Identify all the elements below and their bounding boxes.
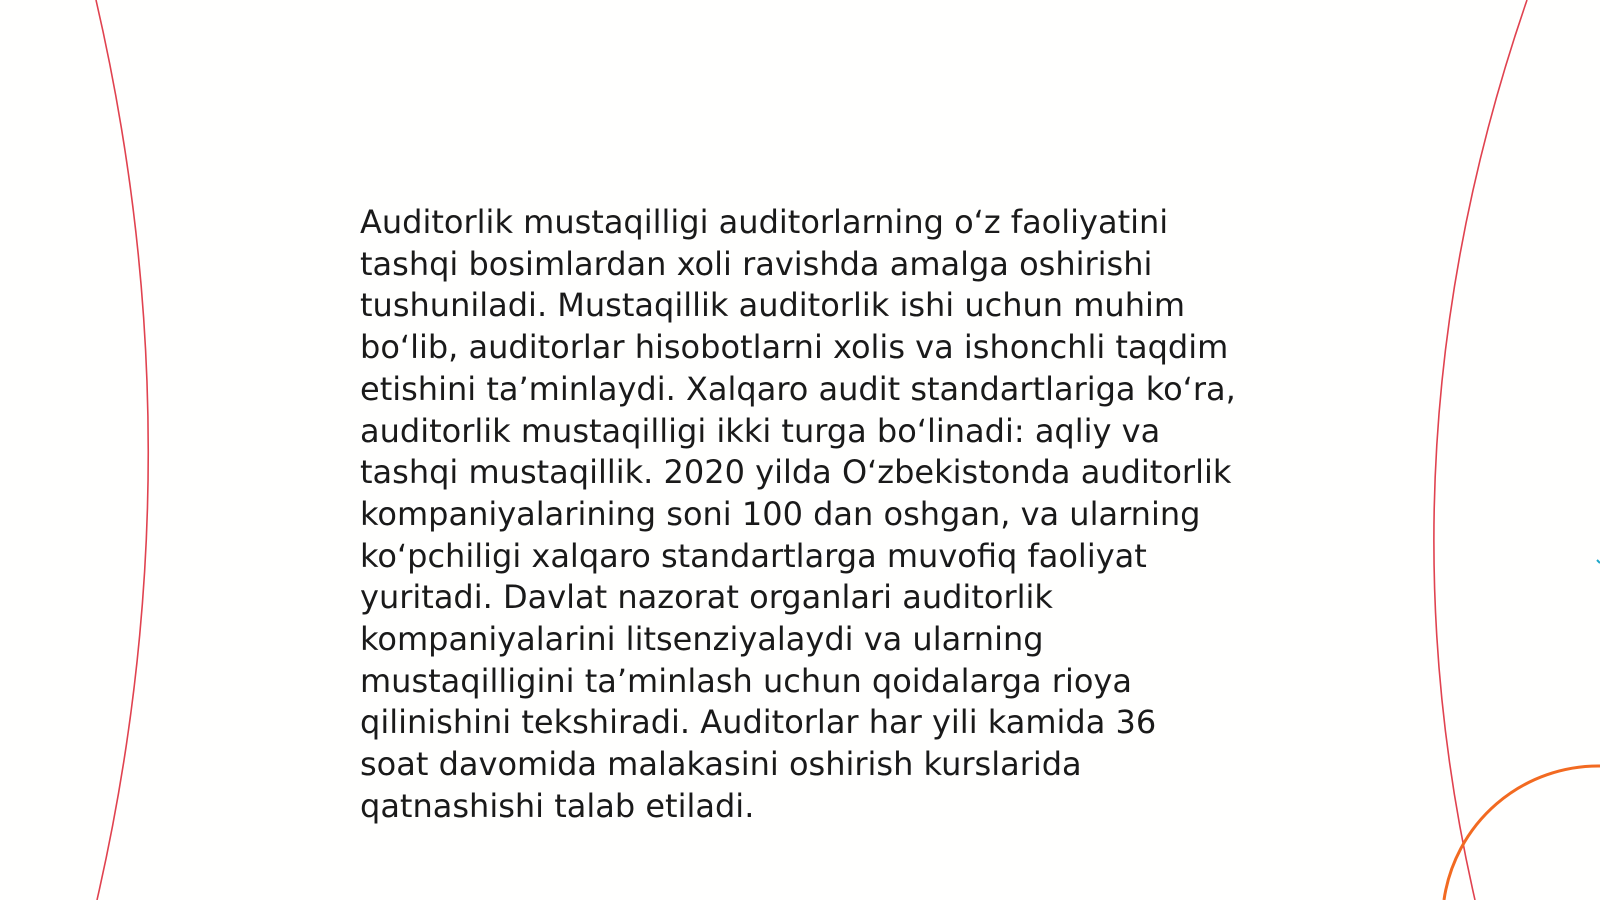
left-red-curve <box>96 0 148 900</box>
body-paragraph: Auditorlik mustaqilligi auditorlarning o‘z faoliyatini tashqi bosimlardan xoli ravishda amalga oshirishi tushuniladi. Mustaqillik auditorlik ishi uchun muhim bo‘lib, auditorlar hisobotlarni xolis va ishonchli taqdim etishini ta’minlaydi. Xalqaro audit standartlariga ko‘ra, auditorlik mustaqilligi ikki turga bo‘linadi: aqliy va tashqi mustaqillik. 2020 yilda O‘zbekistonda auditorlik kompaniyalarining soni 100 dan oshgan, va ularning ko‘pchiligi xalqaro standartlarga muvofiq faoliyat yuritadi. Davlat nazorat organlari auditorlik kompaniyalarini litsenziyalaydi va ularning mustaqilligini ta’minlash uchun qoidalarga rioya qilinishini tekshiradi. Auditorlar har yili kamida 36 soat davomida malakasini oshirish kurslarida qatnashishi talab etiladi. <box>360 203 1236 825</box>
bottom-right-orange-arc <box>1444 766 1600 900</box>
right-red-curve <box>1434 0 1527 900</box>
